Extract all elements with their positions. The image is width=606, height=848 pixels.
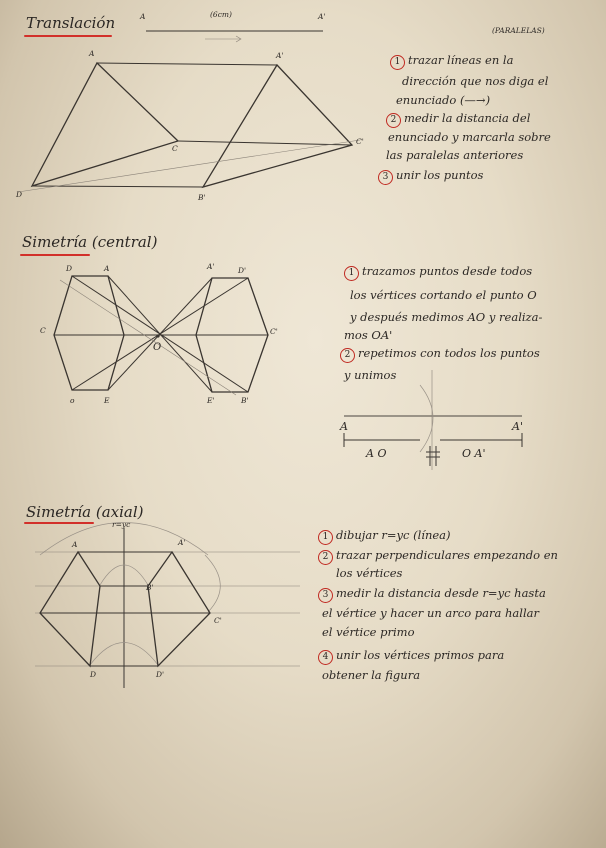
point-label-c: C <box>172 144 178 153</box>
translation-step-1-cont2: enunciado (—→) <box>396 93 491 107</box>
axial-step-2 <box>318 550 558 565</box>
central-step-1-cont: los vértices cortando el punto O <box>350 288 537 302</box>
point-label-e-prime: E' <box>207 396 215 405</box>
step-number-badge: 3 <box>378 170 393 185</box>
translation-figure-image <box>203 65 352 187</box>
point-label-a-prime: A' <box>207 262 215 271</box>
measure-segment-ao: A O <box>366 447 387 460</box>
axial-title-underline <box>24 522 94 524</box>
central-step-1-text: trazamos puntos desde todos <box>362 264 533 278</box>
translation-step-1-text: trazar líneas en la <box>408 53 514 67</box>
point-label-a-prime: A' <box>178 538 186 547</box>
translation-step-3-text: unir los puntos <box>396 168 484 182</box>
vector-end-label: A' <box>318 12 326 21</box>
point-label-b-prime: B' <box>146 583 154 592</box>
step-number-badge: 2 <box>340 348 355 363</box>
center-point-label: O <box>153 342 162 353</box>
axial-step-4-cont: obtener la figura <box>322 668 421 682</box>
step-number-badge: 1 <box>318 530 333 545</box>
step-number-badge: 3 <box>318 588 333 603</box>
axial-step-2-cont: los vértices <box>336 566 403 580</box>
point-label-c: C <box>40 326 46 335</box>
point-label-a-prime: A' <box>276 51 284 60</box>
central-title-underline <box>20 254 90 256</box>
axial-step-1-text: dibujar r=yc (línea) <box>336 528 451 542</box>
point-label-b-prime: B' <box>198 193 206 202</box>
translation-step-1-cont: dirección que nos diga el <box>402 74 549 88</box>
translation-step-3 <box>378 170 483 185</box>
axial-step-3-cont2: el vértice primo <box>322 625 415 639</box>
step-number-badge: 1 <box>390 55 405 70</box>
point-label-a: A <box>104 264 110 273</box>
vector-start-label: A <box>140 12 146 21</box>
measure-segment-oa-prime: O A' <box>462 447 486 460</box>
measure-label-a: A <box>340 420 348 433</box>
translation-title: Translación <box>26 14 116 32</box>
measure-label-a-prime: A' <box>512 420 523 433</box>
translation-vector <box>146 31 323 42</box>
step-number-badge: 4 <box>318 650 333 665</box>
point-label-d: D <box>16 190 23 199</box>
point-label-d-prime: D' <box>238 266 247 275</box>
step-number-badge: 2 <box>386 113 401 128</box>
point-label-o-small: o <box>70 396 75 405</box>
point-label-d: D <box>90 670 97 679</box>
point-label-e: E <box>104 396 110 405</box>
axial-title: Simetría (axial) <box>26 503 144 521</box>
translation-step-1 <box>390 55 513 70</box>
point-label-d-prime: D' <box>156 670 165 679</box>
central-step-2 <box>340 348 540 363</box>
axial-step-3 <box>318 588 546 603</box>
central-step-2-text: repetimos con todos los puntos <box>358 346 540 360</box>
central-step-1-cont3: mos OA' <box>344 328 393 342</box>
central-title: Simetría (central) <box>22 233 158 251</box>
step-number-badge: 1 <box>344 266 359 281</box>
step-number-badge: 2 <box>318 550 333 565</box>
point-label-a: A <box>72 540 78 549</box>
vector-length-label: (6cm) <box>210 10 232 19</box>
central-step-2-cont: y unimos <box>344 368 397 382</box>
point-label-c-prime: C' <box>356 137 364 146</box>
axial-step-4 <box>318 650 504 665</box>
point-label-b-prime: B' <box>241 396 249 405</box>
translation-step-2 <box>386 113 530 128</box>
translation-step-2-cont2: las paralelas anteriores <box>386 148 524 162</box>
translation-parallels <box>18 63 360 192</box>
parallel-note: (PARALELAS) <box>492 26 545 35</box>
axial-step-3-cont: el vértice y hacer un arco para hallar <box>322 606 539 620</box>
axial-step-2-text: trazar perpendiculares empezando en <box>336 548 558 562</box>
central-step-1 <box>344 266 532 281</box>
central-symmetry-figure <box>54 276 268 395</box>
axial-step-4-text: unir los vértices primos para <box>336 648 505 662</box>
axial-step-1 <box>318 530 451 545</box>
point-label-a: A <box>89 49 95 58</box>
point-label-d: D <box>66 264 73 273</box>
translation-figure-original <box>32 63 178 186</box>
translation-step-2-text: medir la distancia del <box>404 111 531 125</box>
translation-title-underline <box>24 35 112 37</box>
point-label-c-prime: C' <box>214 616 222 625</box>
translation-step-2-cont: enunciado y marcarla sobre <box>388 130 551 144</box>
axis-label: r=yc <box>112 520 131 529</box>
axial-step-3-text: medir la distancia desde r=yc hasta <box>336 586 546 600</box>
point-label-c-prime: C' <box>270 327 278 336</box>
central-step-1-cont2: y después medimos AO y realiza- <box>350 310 543 324</box>
